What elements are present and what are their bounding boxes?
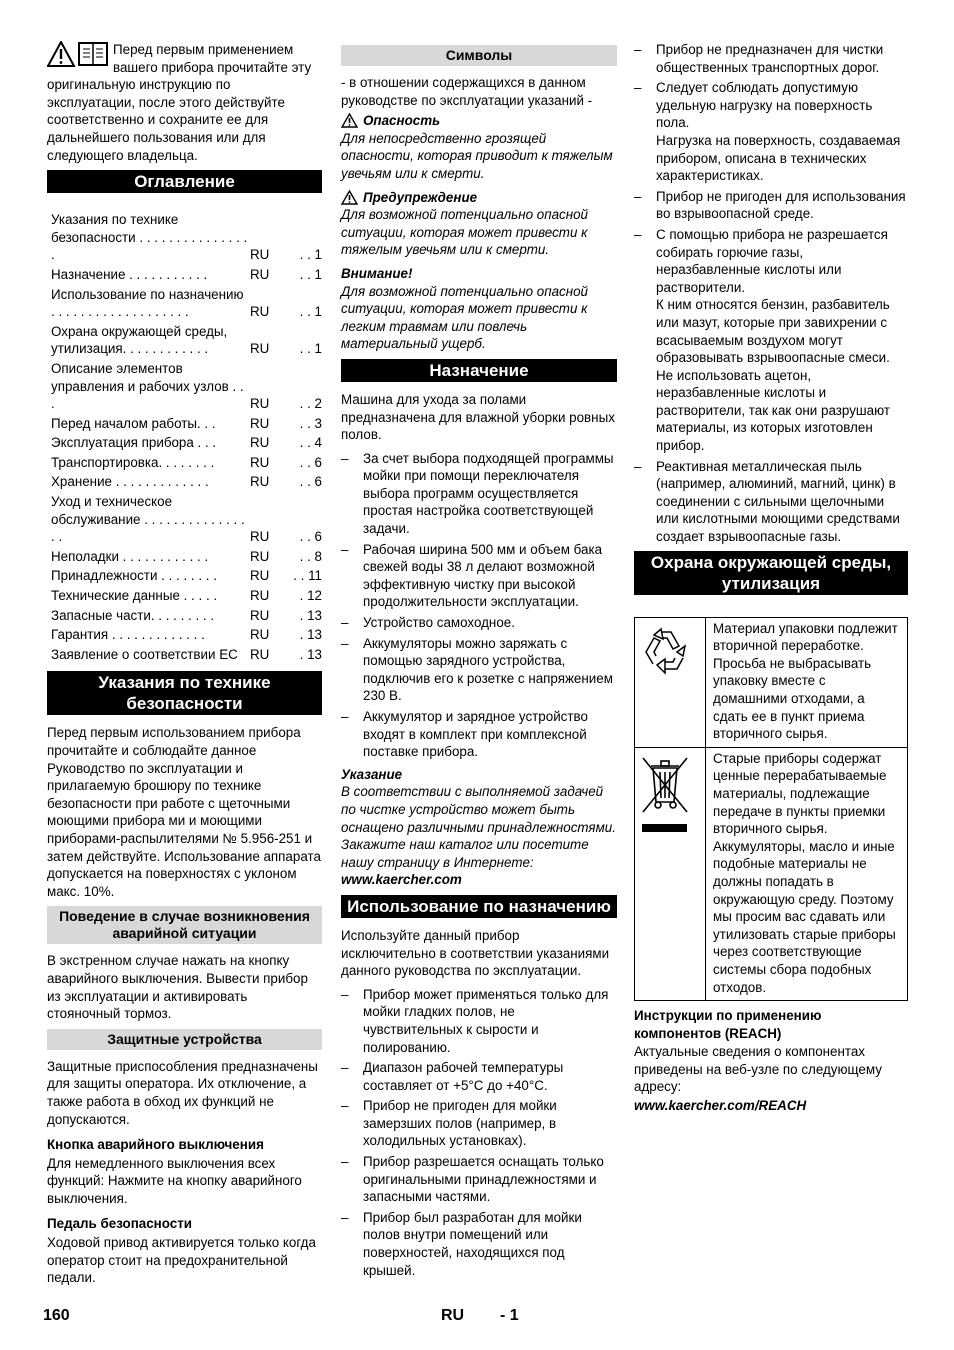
list-item: – Прибор не пригоден для использования во взрывоопасной среде. <box>634 188 908 223</box>
list-item: – Реактивная металлическая пыль (например, алюминий, магний, цинк) в соединении с сильными щелочными или кислотными моющими средствами создает взрывоопасные газы. <box>634 458 908 546</box>
warning-text: Для возможной потенциально опасной ситуации, которая может привести к тяжелым увечьям или к смерти. <box>341 207 588 258</box>
intro-icons <box>47 41 113 75</box>
list-item: – Прибор может применяться только для мойки гладких полов, не чувствительных к сырости и полированию. <box>341 986 617 1056</box>
reach-heading: Инструкции по применению компонентов (REACH) <box>634 1008 822 1041</box>
list-item: – Следует соблюдать допустимую удельную нагрузку на поверхность пола. Нагрузка на поверхность, создаваемая прибором, описана в технических характеристиках. <box>634 79 908 185</box>
toc-row[interactable]: Эксплуатация прибора . . . RU . . 4 <box>51 435 322 451</box>
purpose-text: Машина для ухода за полами предназначена для влажной уборки ровных полов. <box>341 391 615 443</box>
purpose-list <box>341 450 617 761</box>
list-item: – Прибор не предназначен для чистки общественных транспортных дорог. <box>634 41 908 76</box>
toc-heading: Оглавление <box>47 170 322 193</box>
list-item: – Прибор разрешается оснащать только оригинальными принадлежностями и запасными частями. <box>341 1153 617 1206</box>
emergency-heading: Поведение в случае возникновения аварийной ситуации <box>47 906 322 944</box>
toc-row[interactable]: Хранение . . . . . . . . . . . . . RU . . 6 <box>51 474 322 490</box>
pedal-heading: Педаль безопасности <box>47 1216 193 1232</box>
old-devices-text: Старые приборы содержат ценные перерабатываемые материалы, подлежащие передаче в пункты приемки вторичного сырья. Аккумуляторы, масло и иные подобные материалы не должны попадать в окружающую среду. Поэтому мы просим вас сдавать или утилизовать старые приборы через соответствующие системы сбора подобных отходов. <box>713 750 896 995</box>
emergency-text: В экстренном случае нажать на кнопку аварийного выключения. Вывести прибор из эксплуатации и активировать стояночный тормоз. <box>47 953 308 1022</box>
estop-heading: Кнопка аварийного выключения <box>47 1137 264 1153</box>
toc-row[interactable]: Перед началом работы. . . RU . . 3 <box>51 415 322 431</box>
intro-text: Перед первым применением вашего прибора прочитайте эту оригинальную инструкцию по эксплуатации, после этого действуйте соответственно и сохраните ее для дальнейшего пользования или для следующего владельца. <box>47 42 312 163</box>
protective-devices-heading: Защитные устройства <box>47 1029 322 1050</box>
list-item: – Рабочая ширина 500 мм и объем бака свежей воды 38 л делают возможной эффективную чистку при высокой продолжительности эксплуатации. <box>341 541 617 611</box>
table-of-contents <box>47 211 322 663</box>
list-item: – За счет выбора подходящей программы мойки при помощи переключателя выбора программ осуществляется простая настройка соответствующей задачи. <box>341 450 617 538</box>
toc-row[interactable]: Использование по назначению . . . . . . . . . . . . . . . . . . . RU . . 1 <box>51 286 322 320</box>
toc-row[interactable]: Запасные части. . . . . . . . . RU . 13 <box>51 607 322 623</box>
warning-manual-icon <box>47 41 109 67</box>
toc-row[interactable]: Охрана окружающей среды, утилизация. . . . . . . . . . . . RU . . 1 <box>51 323 322 357</box>
recycle-icon <box>639 624 691 676</box>
reach-link[interactable]: www.kaercher.com/REACH <box>634 1098 807 1114</box>
solvent-note: К ним относятся бензин, разбавитель или мазут, которые при завихрении с всасываемым воздухом могут образовывать взрывоопасные смеси. Не использовать ацетон, неразбавленные кислоты и растворители, так как они разрушают материалы, из которых изготовлен прибор. <box>656 297 890 454</box>
protective-devices-text: Защитные приспособления предназначены для защиты оператора. Их отключение, а также работа в обход их функций не допускаются. <box>47 1058 318 1127</box>
list-item: – Устройство самоходное. <box>341 614 617 632</box>
reach-text: Актуальные сведения о компонентах приведены на веб-узле по следующему адресу: <box>634 1044 882 1095</box>
warning-triangle-icon <box>341 190 358 205</box>
column-3 <box>634 41 908 1121</box>
toc-row[interactable]: Уход и техническое обслуживание . . . . . . . . . . . . . . . . RU . . 6 <box>51 494 322 545</box>
toc-row[interactable]: Указания по технике безопасности . . . . . . . . . . . . . . . . RU . . 1 <box>51 212 322 263</box>
usage-heading: Использование по назначению <box>341 895 617 918</box>
danger-label-row <box>341 112 617 130</box>
list-item: – Прибор не пригоден для мойки замерзших полов (например, в холодильных установках). <box>341 1097 617 1150</box>
recycle-text: Материал упаковки подлежит вторичной переработке. Просьба не выбрасывать упаковку вместе с домашними отходами, а сдать ее в пункт приема вторичного сырья. <box>713 620 898 742</box>
pedal-text: Ходовой привод активируется только когда оператор стоит на предохранительной педали. <box>47 1235 316 1286</box>
weee-icon-cell <box>635 748 706 1000</box>
page-number: 160 <box>43 1307 70 1324</box>
load-note: Нагрузка на поверхность, создаваемая прибором, описана в технических характеристиках. <box>656 132 901 184</box>
estop-text: Для немедленного выключения всех функций: Нажмите на кнопку аварийного выключения. <box>47 1155 302 1206</box>
symbols-intro: - в отношении содержащихся в данном руководстве по эксплуатации указаний - <box>341 75 593 108</box>
safety-heading: Указания по технике безопасности <box>47 671 322 715</box>
list-item: – Аккумулятор и зарядное устройство входят в комплект при комплексной поставке прибора. <box>341 708 617 761</box>
caution-label: Внимание! <box>341 265 413 281</box>
recycle-icon-cell <box>635 618 706 747</box>
note-text-2: Закажите наш каталог или посетите нашу страницу в Интернете: <box>341 837 589 870</box>
warning-label-row <box>341 189 617 207</box>
toc-row[interactable]: Технические данные . . . . . RU . 12 <box>51 588 322 604</box>
danger-text: Для непосредственно грозящей опасности, которая приводит к тяжелым увечьям или к смерти. <box>341 130 613 181</box>
crossed-bin-icon <box>639 754 693 838</box>
table-row <box>635 618 907 747</box>
usage-list-continued <box>634 41 908 546</box>
list-item: – Диапазон рабочей температуры составляет от +5°C до +40°C. <box>341 1059 617 1094</box>
danger-warning-icon <box>341 113 358 128</box>
caution-text: Для возможной потенциально опасной ситуации, которая может привести к легким травмам или повлечь материальный ущерб. <box>341 283 588 352</box>
toc-row[interactable]: Неполадки . . . . . . . . . . . . RU . . 8 <box>51 548 322 564</box>
symbols-heading: Символы <box>341 45 617 66</box>
toc-row[interactable]: Транспортировка. . . . . . . . RU . . 6 <box>51 454 322 470</box>
toc-row[interactable]: Назначение . . . . . . . . . . . RU . . 1 <box>51 266 322 282</box>
intro <box>47 41 322 164</box>
list-item: – Прибор был разработан для мойки полов внутри помещений или поверхностей, находящихся под крышей. <box>341 1209 617 1279</box>
usage-list <box>341 986 617 1280</box>
toc-row[interactable]: Заявление о соответствии ЕС RU . 13 <box>51 646 322 662</box>
column-1 <box>47 41 322 1293</box>
toc-row[interactable]: Принадлежности . . . . . . . . RU . . 11 <box>51 568 322 584</box>
purpose-heading: Назначение <box>341 359 617 382</box>
warning-label: Предупреждение <box>363 189 478 205</box>
note-text: В соответствии с выполняемой задачей по чистке устройство может быть оснащено различными принадлежностями. <box>341 784 616 835</box>
toc-row[interactable]: Гарантия . . . . . . . . . . . . . RU . 13 <box>51 627 322 643</box>
footer-lang: RU <box>441 1307 465 1324</box>
danger-label: Опасность <box>363 113 441 129</box>
column-2 <box>341 45 617 1284</box>
list-item: – Аккумуляторы можно заряжать с помощью зарядного устройства, подключив его к розетке с напряжением 230 В. <box>341 635 617 705</box>
footer-section: - 1 <box>500 1307 519 1324</box>
environment-table <box>634 617 908 1001</box>
environment-heading: Охрана окружающей среды, утилизация <box>634 551 908 595</box>
table-row <box>635 747 907 1000</box>
website-link[interactable]: www.kaercher.com <box>341 872 462 888</box>
note-label: Указание <box>341 766 403 782</box>
safety-text: Перед первым использованием прибора прочитайте и соблюдайте данное Руководство по эксплуатации и прилагаемую брошюру по технике безопасности при работе с щеточными моющими прибора ми и моющими приборами-распылителями № 5.956-251 и затем действуйте. Использование аппарата допускается на поверхностях с уклоном макс. 10%. <box>47 725 321 899</box>
usage-text: Используйте данный прибор исключительно в соответствии указаниями данного руководства по эксплуатации. <box>341 927 610 979</box>
toc-row[interactable]: Описание элементов управления и рабочих узлов . . . RU . . 2 <box>51 360 322 412</box>
list-item: – С помощью прибора не разрешается собирать горючие газы, неразбавленные кислоты или растворители. К ним относятся бензин, разбавитель или мазут, которые при завихрении с всасываемым воздухом могут образовывать взрывоопасные смеси. Не использовать ацетон, неразбавленные кислоты и растворители, так как они разрушают материалы, из которых изготовлен прибор. <box>634 226 908 455</box>
